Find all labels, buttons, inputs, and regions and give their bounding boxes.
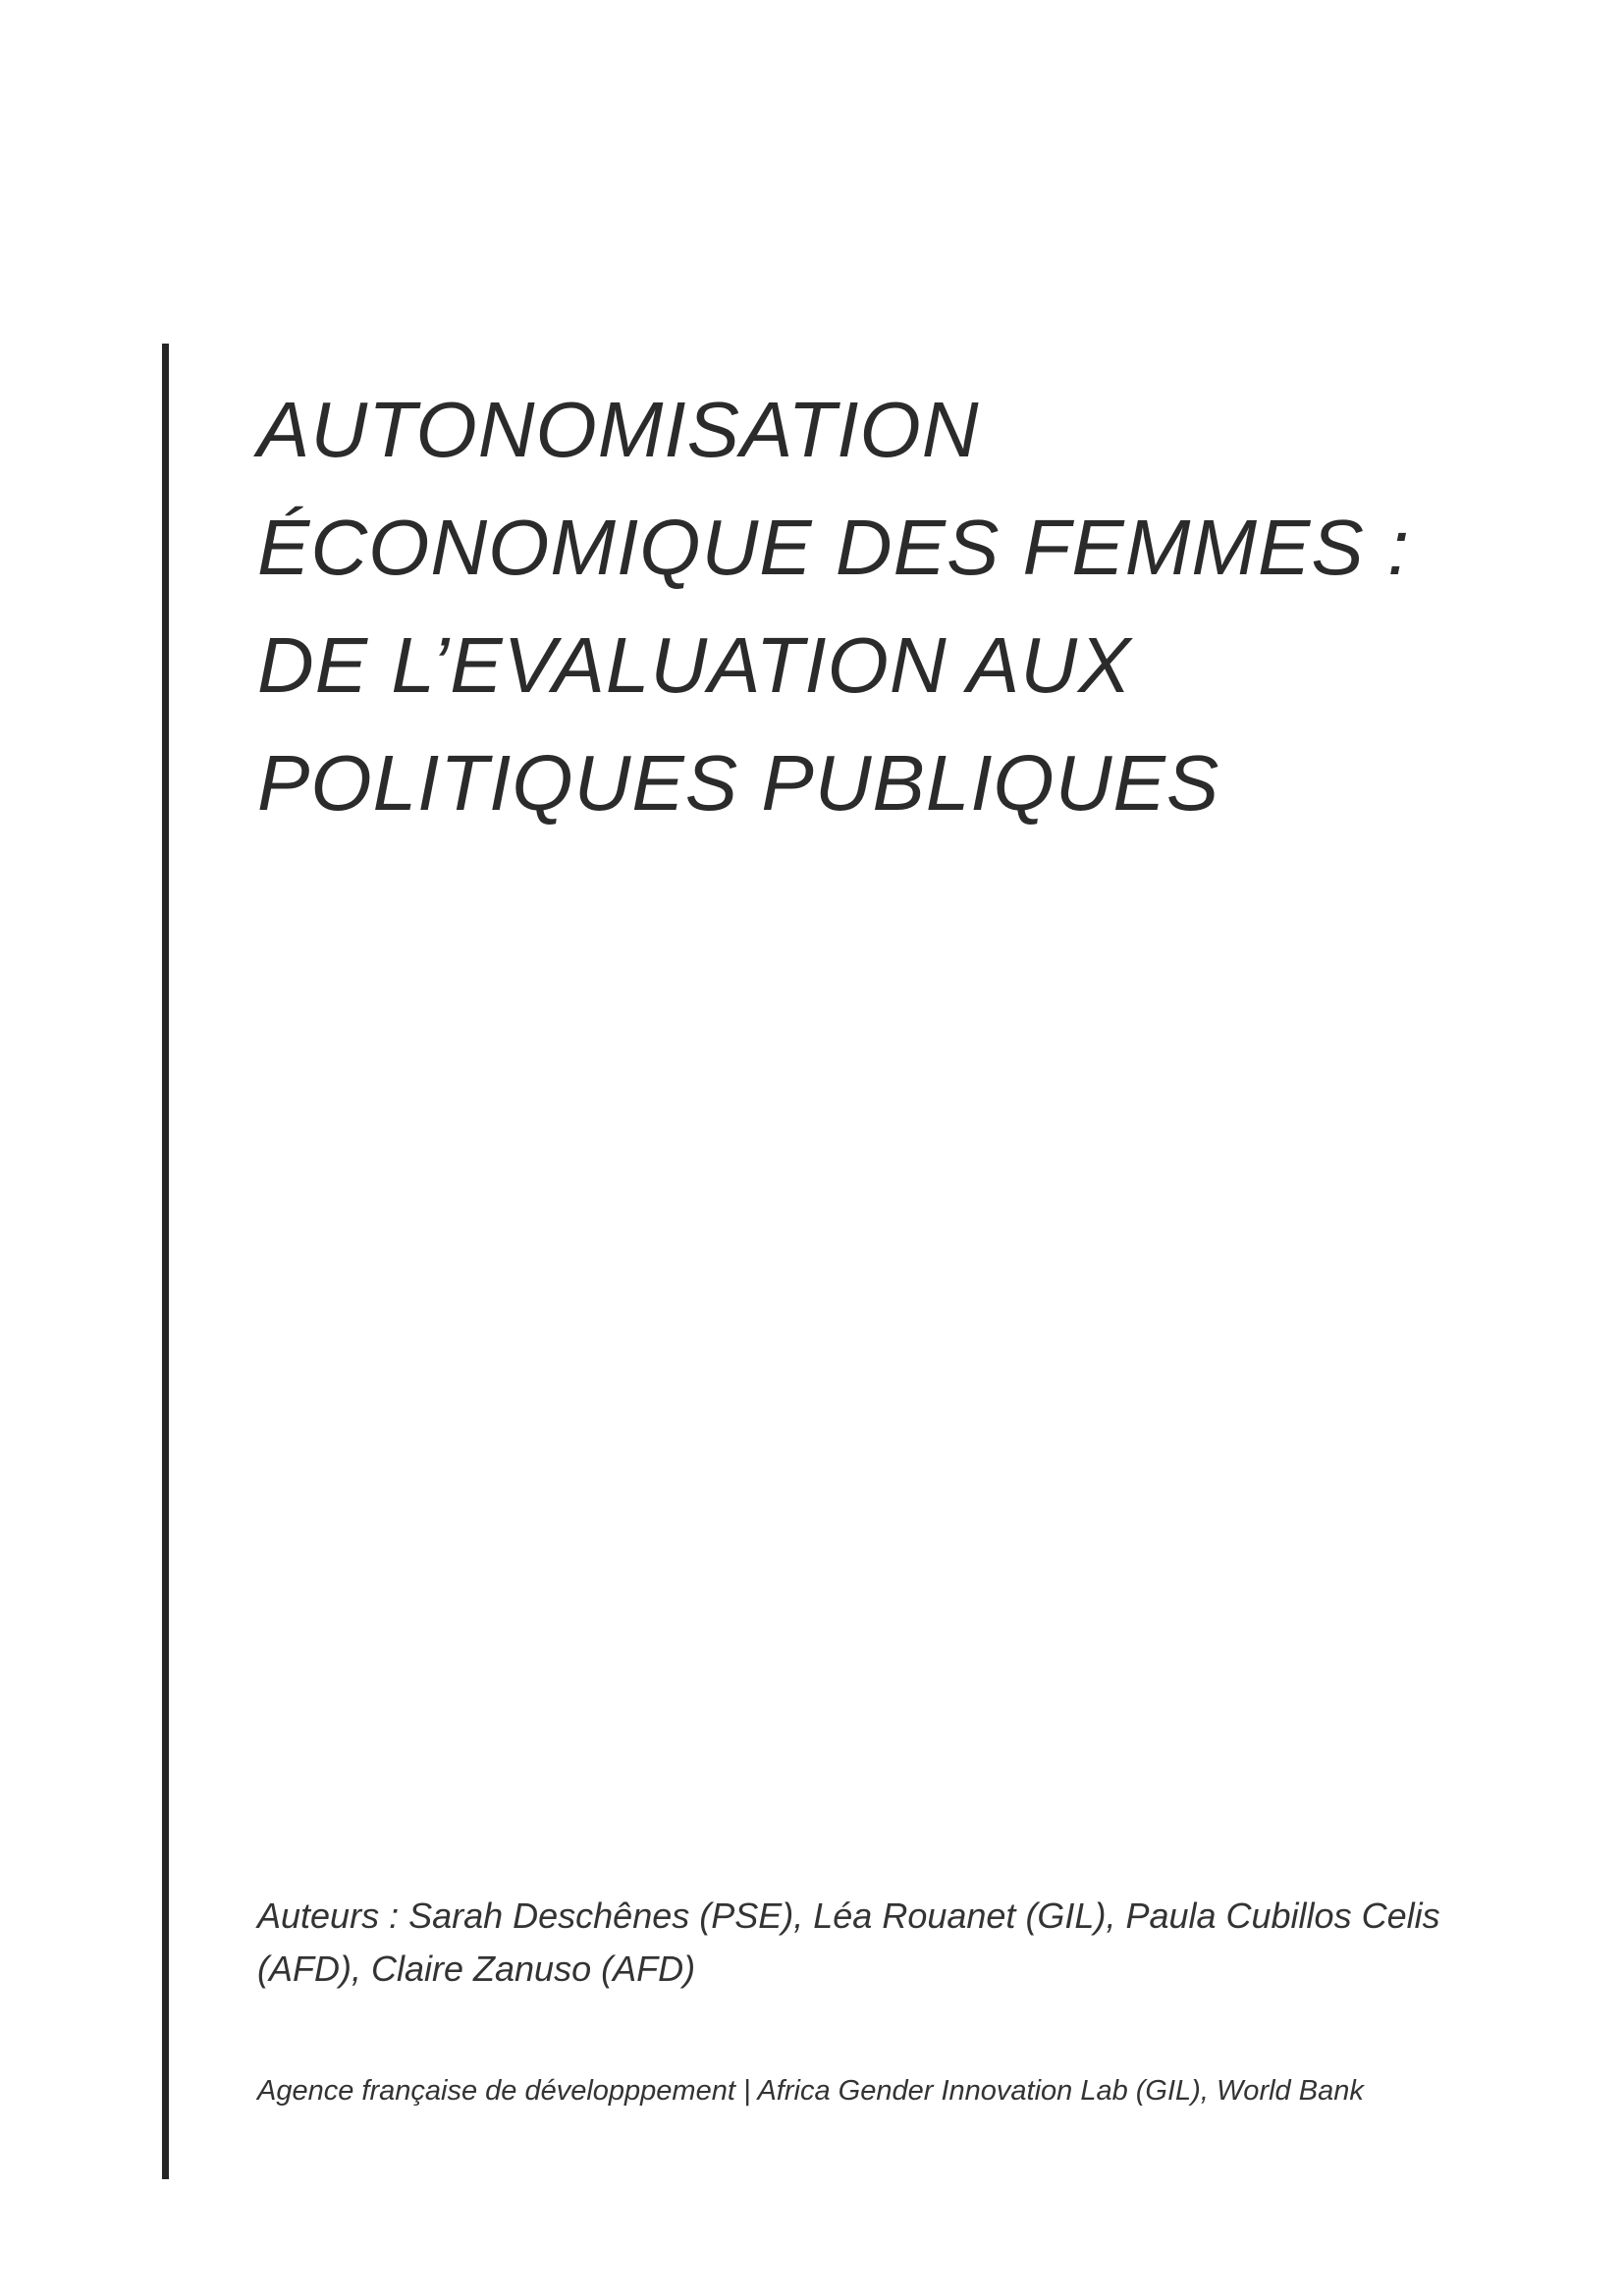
affiliation: [257, 2071, 1563, 2110]
title-line: DE L’EVALUATION AUX: [257, 621, 1132, 709]
affiliation-text: Agence française de développpement | Africa Gender Innovation Lab (GIL), World Bank: [257, 2075, 1364, 2107]
authors-line: Auteurs : Sarah Deschênes (PSE), Léa Rouanet (GIL), Paula Cubillos Celis: [257, 1896, 1440, 1936]
title-line: ÉCONOMIQUE DES FEMMES :: [257, 504, 1411, 591]
title-line: AUTONOMISATION: [257, 386, 980, 473]
authors-line: (AFD), Claire Zanuso (AFD): [257, 1949, 696, 1989]
document-title: [257, 371, 1534, 842]
title-line: POLITIQUES PUBLIQUES: [257, 739, 1220, 827]
cover-vertical-rule: [162, 344, 169, 2179]
authors: [257, 1890, 1563, 1996]
